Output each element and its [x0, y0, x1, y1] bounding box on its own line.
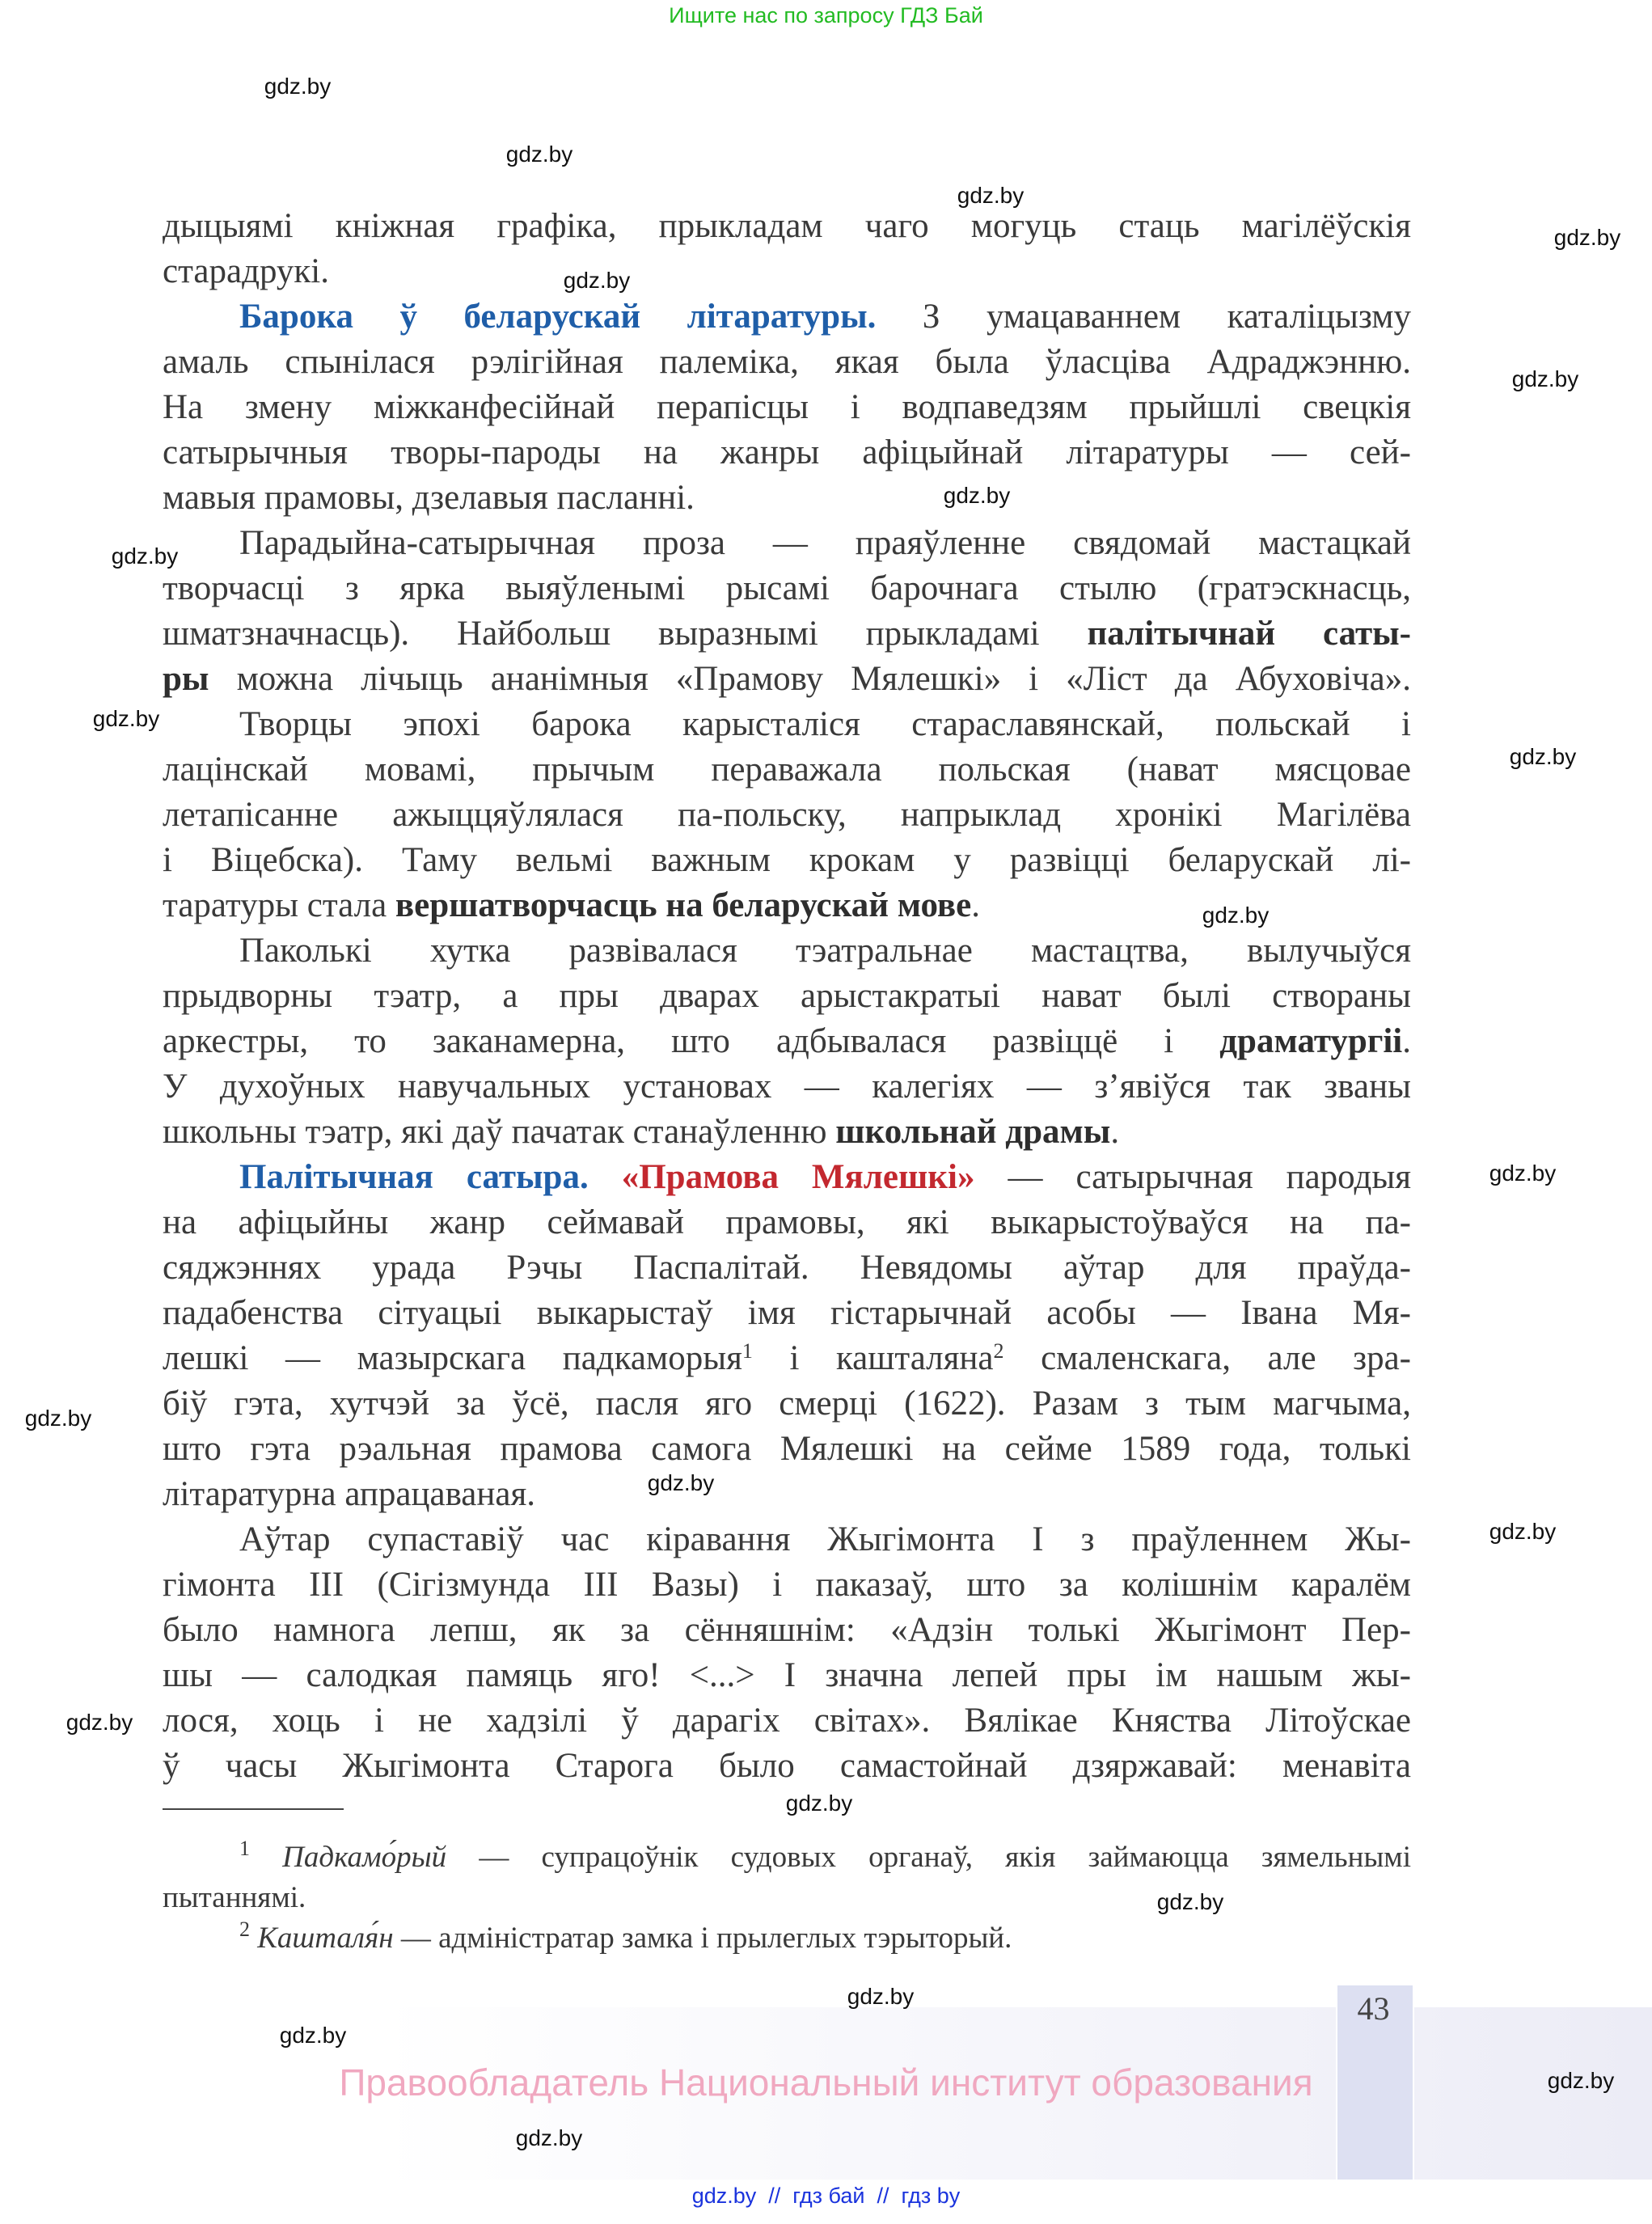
text-span: шматзначнасць). Найбольш выразнымі прыкладамі: [163, 615, 1088, 653]
text-span: амаль спынілася рэлігійная палеміка, якая была ўласціва Адраджэнню.: [163, 343, 1411, 381]
watermark: gdz.by: [1547, 2068, 1615, 2093]
watermark: gdz.by: [1156, 1889, 1224, 1914]
watermark: gdz.by: [847, 1984, 915, 2009]
watermark: gdz.by: [24, 1406, 92, 1431]
text-span: сатырычныя творы-пароды на жанры афіцыйнай літаратуры — сей-: [163, 433, 1411, 471]
text-line: [163, 838, 1411, 883]
text-line: [163, 747, 1411, 793]
text-span: [589, 1158, 622, 1196]
text-span: — супрацоўнік судовых органаў, якія займаюцца зямельнымі: [446, 1841, 1412, 1874]
text-span: Паколькі хутка развівалася тэатральнае мастацтва, вылучыўся: [239, 932, 1411, 970]
footnote-line: [163, 1837, 1411, 1878]
text-line: [163, 1019, 1411, 1064]
text-span: школьны тэатр, які даў пачатак станаўленню: [163, 1113, 836, 1151]
text-span: У духоўных навучальных установах — калегіях — з’явіўся так званы: [163, 1068, 1411, 1106]
text-line: [163, 1744, 1411, 1789]
text-line: [163, 430, 1411, 476]
watermark: gdz.by: [1553, 225, 1621, 250]
watermark: gdz.by: [647, 1470, 715, 1495]
text-line: [163, 1110, 1411, 1155]
text-span: мавыя прамовы, дзелавыя пасланні.: [163, 479, 695, 517]
text-line: [163, 204, 1411, 249]
watermark: gdz.by: [1489, 1161, 1557, 1186]
site-links[interactable]: gdz.by // гдз бай // гдз by: [691, 2184, 961, 2208]
text-line: [163, 1200, 1411, 1245]
text-line: [163, 1608, 1411, 1653]
text-span: можна лічыць ананімныя «Прамову Мялешкі» і «Ліст да Абуховіча».: [209, 660, 1411, 698]
text-line: [163, 1517, 1411, 1562]
watermark: gdz.by: [92, 706, 160, 731]
text-span: шы — салодкая памяць яго! <...> І значна лепей пры ім нашым жы-: [163, 1656, 1411, 1694]
text-span: падабенства сітуацыі выкарыстаў імя гістарычнай асобы — Івана Мя-: [163, 1294, 1411, 1332]
text-span: старадрукі.: [163, 252, 329, 290]
text-span: лешкі — мазырскага падкаморыя: [163, 1339, 742, 1377]
key-term: ры: [163, 660, 209, 698]
main-text: [163, 204, 1411, 1789]
watermark: gdz.by: [111, 543, 179, 569]
text-span: таратуры стала: [163, 886, 395, 924]
text-line: [163, 1698, 1411, 1744]
text-line: [163, 1562, 1411, 1608]
text-line: [163, 1336, 1411, 1381]
text-span: сяджэннях урада Рэчы Паспалітай. Невядомы аўтар для праўда-: [163, 1249, 1411, 1287]
watermark: gdz.by: [279, 2023, 347, 2048]
text-line: [163, 1653, 1411, 1698]
footnote-ref: 1: [741, 1339, 753, 1363]
key-term: драматургіі: [1219, 1022, 1403, 1060]
text-line: [163, 1245, 1411, 1291]
key-term: школьнай драмы: [835, 1113, 1111, 1151]
text-span: лося, хоць і не хадзілі ў дарагіх світах». Вялікае Княства Літоўскае: [163, 1702, 1411, 1740]
text-span: прыдворны тэатр, а пры дварах арыстакратыі нават былі створаны: [163, 977, 1411, 1015]
section-heading: Барока ў беларускай літаратуры.: [239, 298, 877, 336]
text-line: [163, 928, 1411, 974]
text-span: [250, 1922, 257, 1955]
text-line: [163, 1472, 1411, 1517]
text-line: [163, 1155, 1411, 1200]
text-span: на афіцыйны жанр сеймавай прамовы, які выкарыстоўваўся на па-: [163, 1203, 1411, 1241]
text-span: і Віцебска). Таму вельмі важным крокам у развіцці беларускай лі-: [163, 841, 1411, 879]
footnote-ref: 1: [239, 1837, 250, 1860]
text-span: ў часы Жыгімонта Старога было самастойнай дзяржавай: менавіта: [163, 1747, 1411, 1785]
text-line: [163, 385, 1411, 430]
watermark: gdz.by: [65, 1710, 133, 1735]
text-span: На змену міжканфесійнай перапісцы і водпаведзям прыйшлі свецкія: [163, 388, 1411, 426]
text-span: — адміністратар замка і прылеглых тэрыторый.: [393, 1922, 1012, 1955]
text-span: [250, 1841, 282, 1874]
watermark: gdz.by: [1202, 903, 1270, 928]
text-line: [163, 521, 1411, 566]
text-span: пытаннямі.: [163, 1881, 306, 1914]
text-span: .: [1402, 1022, 1411, 1060]
work-title: «Прамова Мялешкі»: [621, 1158, 975, 1196]
watermark: gdz.by: [563, 268, 631, 293]
text-span: і кашталяна: [752, 1339, 994, 1377]
text-line: [163, 566, 1411, 611]
footnote-line: [163, 1918, 1411, 1959]
text-line: [163, 294, 1411, 340]
text-span: З умацаваннем каталіцызму: [876, 298, 1412, 336]
footnote-ref: 2: [993, 1339, 1004, 1363]
key-term: вершатворчасць на беларускай мове: [395, 886, 972, 924]
watermark: gdz.by: [1489, 1519, 1557, 1544]
section-heading: Палітычная сатыра.: [239, 1158, 589, 1196]
copyright-notice: Правообладатель Национальный институт образования: [339, 2061, 1313, 2103]
footnote-term: Падкамо́рый: [282, 1841, 447, 1874]
text-span: .: [971, 886, 980, 924]
page-number: 43: [1357, 1990, 1390, 2027]
watermark: gdz.by: [515, 2125, 583, 2150]
footnote-divider: [163, 1808, 344, 1810]
text-span: аркестры, то заканамерна, што адбывалася развіццё і: [163, 1022, 1220, 1060]
text-line: [163, 340, 1411, 385]
text-line: [163, 793, 1411, 838]
text-line: [163, 249, 1411, 294]
text-line: [163, 1381, 1411, 1427]
watermark: gdz.by: [1511, 366, 1579, 391]
text-line: [163, 1291, 1411, 1336]
search-hint: Ищите нас по запросу ГДЗ Бай: [669, 3, 983, 27]
text-span: што гэта рэальная прамова самога Мялешкі на сейме 1589 года, толькі: [163, 1430, 1411, 1468]
footnote-line: [163, 1878, 1411, 1918]
text-span: Парадыйна-сатырычная проза — праяўленне свядомай мастацкай: [239, 524, 1411, 562]
text-span: летапісанне ажыццяўлялася па-польску, напрыклад хронікі Магілёва: [163, 796, 1411, 834]
text-span: Аўтар супаставіў час кіравання Жыгімонта I з праўленнем Жы-: [239, 1520, 1411, 1558]
footnote-ref: 2: [239, 1917, 250, 1941]
text-span: Творцы эпохі барока карысталіся стараславянскай, польскай і: [239, 705, 1411, 743]
text-span: смаленскага, але зра-: [1003, 1339, 1411, 1377]
watermark: gdz.by: [785, 1791, 853, 1816]
text-line: [163, 611, 1411, 657]
text-line: [163, 974, 1411, 1019]
text-line: [163, 1427, 1411, 1472]
footnotes: [163, 1837, 1411, 1959]
text-span: гімонта III (Сігізмунда III Вазы) і паказаў, што за колішнім каралём: [163, 1566, 1411, 1604]
text-span: біў гэта, хутчэй за ўсё, пасля яго смерці (1622). Разам з тым магчыма,: [163, 1385, 1411, 1423]
text-span: творчасці з ярка выяўленымі рысамі барочнага стылю (гратэскнасць,: [163, 569, 1411, 607]
watermark: gdz.by: [264, 74, 332, 99]
text-span: літаратурна апрацаваная.: [163, 1475, 536, 1513]
text-span: было намнога лепш, як за сённяшнім: «Адзін толькі Жыгімонт Пер-: [163, 1611, 1411, 1649]
watermark: gdz.by: [505, 142, 573, 167]
text-span: лацінскай мовамі, прычым пераважала польская (нават мясцовае: [163, 750, 1411, 789]
watermark: gdz.by: [943, 483, 1011, 508]
key-term: палітычнай саты-: [1087, 615, 1412, 653]
text-line: [163, 702, 1411, 747]
watermark: gdz.by: [957, 183, 1025, 208]
watermark: gdz.by: [1509, 744, 1577, 769]
text-line: [163, 657, 1411, 702]
text-span: .: [1110, 1113, 1120, 1151]
text-line: [163, 1064, 1411, 1110]
footnote-term: Кашталя́н: [257, 1922, 394, 1955]
text-span: — сатырычная пародыя: [974, 1158, 1411, 1196]
text-line: [163, 476, 1411, 521]
text-span: дыцыямі кніжная графіка, прыкладам чаго могуць стаць магілёўскія: [163, 207, 1411, 245]
